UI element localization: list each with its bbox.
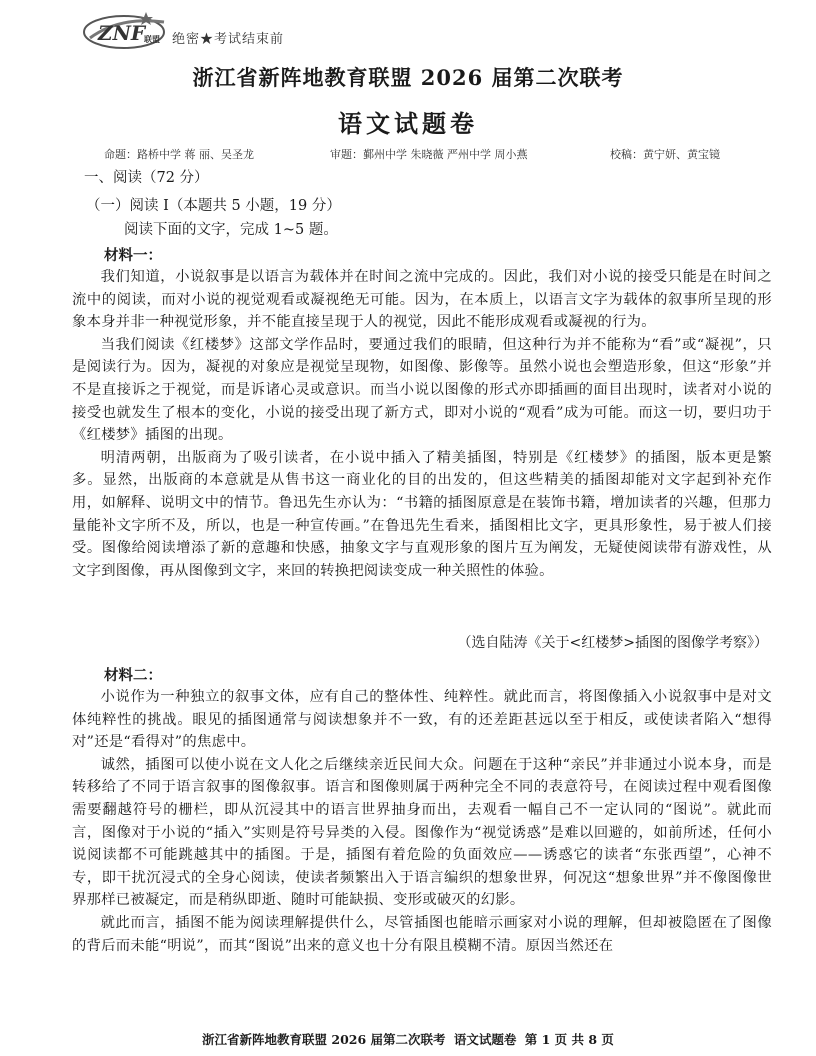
material-two-title: 材料二：	[104, 667, 162, 684]
paragraph: 小说作为一种独立的叙事文体，应有自己的整体性、纯粹性。就此而言，将图像插入小说叙事中是对文体纯粹性的挑战。眼见的插图通常与阅读想象并不一致，有的还差距甚远以至于相反，或使读者陷入“想得对”还是“看得对”的焦虑中。	[72, 689, 772, 751]
exam-title: 浙江省新阵地教育联盟 2026 届第二次联考	[192, 65, 624, 90]
staff-reviewer: 审题：鄞州中学 朱晓薇 严州中学 周小燕	[330, 148, 528, 161]
footer-paper: 语文试题卷	[453, 1032, 517, 1047]
footer-page-number: 第 1 页 共 8 页	[524, 1032, 614, 1047]
paper-title: 语文试题卷	[338, 109, 478, 138]
material-one-title: 材料一：	[104, 247, 162, 264]
part-heading: （一）阅读 I（本题共 5 小题，19 分）	[86, 198, 341, 214]
staff-setter: 命题：路桥中学 蒋 丽、吴圣龙	[104, 148, 254, 161]
section-heading: 一、阅读（72 分）	[84, 170, 209, 186]
paragraph: 我们知道，小说叙事是以语言为载体并在时间之流中完成的。因此，我们对小说的接受只能是在时间之流中的阅读，而对小说的视觉观看或凝视绝无可能。因为，在本质上，以语言文字为载体的叙事所呈现的形象本身并非一种视觉形象，并不能直接呈现于人的视觉，因此不能形成观看或凝视的行为。	[72, 269, 772, 331]
paragraph: 当我们阅读《红楼梦》这部文学作品时，要通过我们的眼睛，但这种行为并不能称为“看”或“凝视”，只是阅读行为。因为，凝视的对象应是视觉呈现物，如图像、影像等。虽然小说也会塑造形象，但这“形象”并不是直接诉之于视觉，而是诉诸心灵或意识。而当小说以图像的形式亦即插画的面目出现时，读者对小说的接受也就发生了根本的变化，小说的接受出现了新方式，即对小说的“观看”成为可能。而这一切，要归功于《红楼梦》插图的出现。	[72, 336, 772, 444]
confidential-label: 绝密★考试结束前	[172, 32, 285, 47]
paragraph: 就此而言，插图不能为阅读理解提供什么，尽管插图也能暗示画家对小说的理解，但却被隐匿在了图像的背后而未能“明说”，而其“图说”出来的意义也十分有限且模糊不清。原因当然还在	[72, 914, 772, 954]
paragraph: 诚然，插图可以使小说在文人化之后继续亲近民间大众。问题在于这种“亲民”并非通过小说本身，而是转移给了不同于语言叙事的图像叙事。语言和图像则属于两种完全不同的表意符号，在阅读过程中观看图像需要翻越符号的栅栏，即从沉浸其中的语言世界抽身而出，去观看一幅自己不一定认同的“图说”。就此而言，图像对于小说的“插入”实则是符号异类的入侵。图像作为“视觉诱惑”是难以回避的，如前所述，任何小说阅读都不可能跳越其中的插图。于是，插图有着危险的负面效应——诱惑它的读者“东张西望”，心神不专，即干扰沉浸式的全身心阅读，使读者频繁出入于语言编织的想象世界，何况这“想象世界”并不像图像世界那样已被凝定，而是稍纵即逝、随时可能缺损、变形或破灭的幻影。	[72, 756, 772, 909]
page-footer	[0, 1030, 816, 1048]
source-citation: （选自陆涛《关于<红楼梦>插图的图像学考察》）	[457, 635, 768, 651]
instruction: 阅读下面的文字，完成 1~5 题。	[124, 222, 338, 238]
svg-text:联盟: 联盟	[144, 35, 160, 44]
staff-proofreader: 校稿：黄宁妍、黄宝镜	[610, 148, 720, 161]
material-two-text	[72, 686, 772, 957]
svg-text:ZNF: ZNF	[98, 21, 146, 45]
material-one-text	[72, 266, 772, 582]
alliance-logo	[80, 8, 172, 52]
footer-exam: 浙江省新阵地教育联盟 2026 届第二次联考	[202, 1032, 446, 1047]
paragraph: 明清两朝，出版商为了吸引读者，在小说中插入了精美插图，特别是《红楼梦》的插图，版本更是繁多。显然，出版商的本意就是从售书这一商业化的目的出发的，但这些精美的插图却能对文字起到补充作用，如解释、说明文中的情节。鲁迅先生亦认为：“书籍的插图原意是在装饰书籍，增加读者的兴趣，但那力量能补文字所不及，所以，也是一种宣传画。”在鲁迅先生看来，插图相比文字，更具形象性，易于被人们接受。图像给阅读增添了新的意趣和快感，抽象文字与直观形象的图片互为阐发，无疑使阅读带有游戏性，从文字到图像，再从图像到文字，来回的转换把阅读变成一种关照性的体验。	[72, 449, 772, 579]
